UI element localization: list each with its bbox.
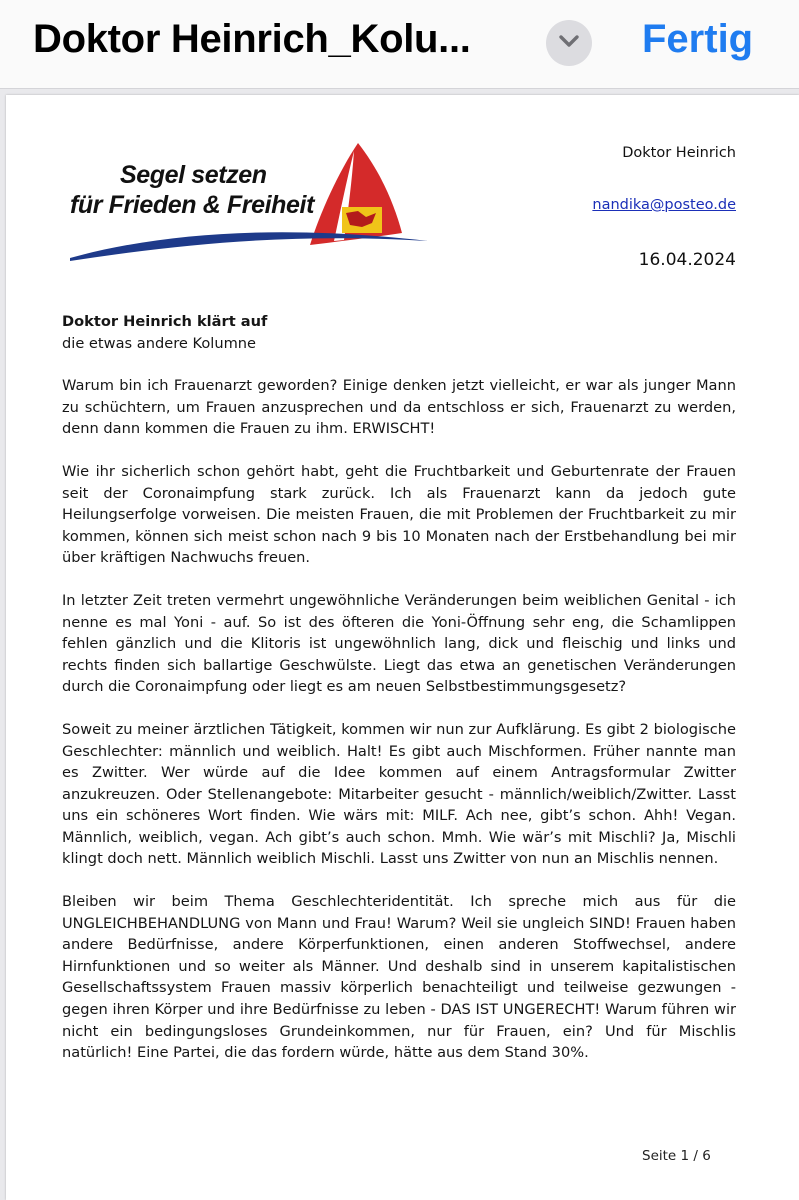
logo-text-line-2: für Frieden & Freiheit	[70, 191, 315, 219]
logo	[58, 133, 438, 273]
chevron-down-icon	[558, 34, 580, 53]
letter-date: 16.04.2024	[638, 250, 736, 270]
paragraph: Bleiben wir beim Thema Geschlechteridentität. Ich spreche mich aus für die UNGLEICHBEHANDLUNG von Mann und Frau! Warum? Weil sie ungleich SIND! Frauen haben andere Bedürfnisse, andere Körperfunktionen, einen anderen Stoffwechsel, andere Hirnfunktionen und so weiter als Männer. Und deshalb sind in unserem kapitalistischen Gesellschaftssystem Frauen massiv körperlich benachteiligt und teilweise gezwungen - gegen ihren Körper und ihre Bedürfnisse zu leben - DAS IST UNGERECHT! Warum führen wir nicht ein bedingungsloses Grundeinkommen, nur für Frauen, ein? Und für Mischlis natürlich! Eine Partei, die das fordern würde, hätte aus dem Stand 30%.	[62, 893, 736, 1062]
document-title[interactable]: Doktor Heinrich_Kolu...	[33, 17, 471, 61]
paragraph: In letzter Zeit treten vermehrt ungewöhnliche Veränderungen beim weiblichen Genital - ich nenne es mal Yoni - auf. So ist des öfteren die Yoni-Öffnung sehr eng, die Schamlippen fehlen gänzlich und die Klitoris ist ungewöhnlich lang, dick und fleischig und links und rechts finden sich ballartige Geschwülste. Liegt das etwa an genetischen Veränderungen durch die Coronaimpfung oder liegt es am neuen Selbstbestimmungsgesetz?	[62, 591, 736, 696]
paragraph: Warum bin ich Frauenarzt geworden? Einige denken jetzt vielleicht, er war als junger Mann zu schüchtern, um Frauen anzusprechen und da entschloss er sich, Frauenarzt zu werden, denn dann kommen die Frauen zu ihm. ERWISCHT!	[62, 377, 736, 438]
title-menu-button[interactable]	[546, 20, 592, 66]
navigation-bar	[0, 0, 799, 89]
paragraph: Wie ihr sicherlich schon gehört habt, geht die Fruchtbarkeit und Geburtenrate der Frauen seit der Coronaimpfung stark zurück. Ich als Frauenarzt kann da jedoch gute Heilungserfolge vorweisen. Die meisten Frauen, die mit Problemen der Fruchtbarkeit zu mir kommen, können sich meist schon nach 9 bis 10 Monaten nach der Erstbehandlung bei mir über kräftigen Nachwuchs freuen.	[62, 462, 736, 567]
article-subtitle: die etwas andere Kolumne	[62, 334, 257, 352]
article-body	[62, 311, 736, 1085]
logo-text-line-1: Segel setzen	[120, 161, 267, 189]
paragraph: Soweit zu meiner ärztlichen Tätigkeit, kommen wir nun zur Aufklärung. Es gibt 2 biologische Geschlechter: männlich und weiblich. Halt! Es gibt auch Mischformen. Früher nannte man es Zwitter. Wer würde auf die Idee kommen auf einem Antragsformular Zwitter anzukreuzen. Oder Stellenangebote: Mitarbeiter gesucht - männlich/weiblich/Zwitter. Lasst uns ein schöneres Wort finden. Wie wärs mit: MILF. Ach nee, gibt’s schon. Ahh! Vegan. Männlich, weiblich, vegan. Ach gibt’s auch schon. Mmh. Wie wär’s mit Mischli? Ja, Mischli klingt doch nett. Männlich weiblich Mischli. Lasst uns Zwitter von nun an Mischlis nennen.	[62, 720, 736, 868]
email-link[interactable]: nandika@posteo.de	[592, 197, 736, 213]
page-indicator: Seite 1 / 6	[642, 1148, 711, 1164]
sender-name: Doktor Heinrich	[622, 145, 736, 161]
done-button[interactable]: Fertig	[642, 17, 754, 61]
pdf-page	[6, 95, 799, 1200]
article-title: Doktor Heinrich klärt auf	[62, 313, 268, 330]
